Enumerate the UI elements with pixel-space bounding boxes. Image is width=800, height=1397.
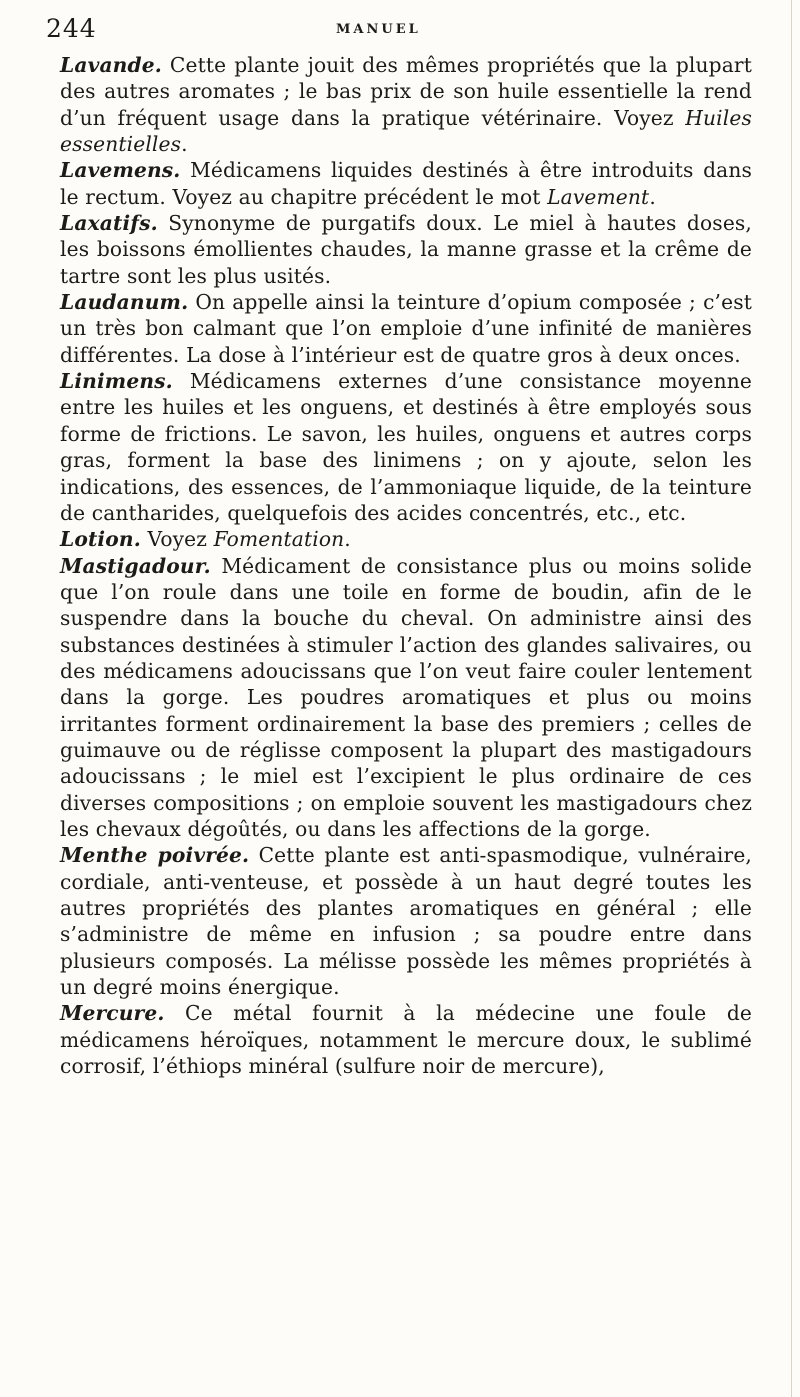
entry-term: Lavande.: [60, 53, 162, 77]
entry-tail: .: [649, 184, 656, 209]
page-edge-line: [791, 0, 792, 1397]
entry-text: Médicamens externes d’une consistance moyenne entre les huiles et les onguens, et destinés à être employés sous forme de frictions. Le savon, les huiles, onguens et autres corps gras, forment la base des linimens ; on y ajoute, selon les indications, des essences, de l’ammoniaque liquide, de la teinture de cantharides, quelquefois des acides concentrés, etc., etc.: [60, 369, 752, 525]
entry-term: Linimens.: [60, 369, 173, 394]
entry-term: Lavemens.: [60, 158, 181, 183]
running-title: MANUEL: [336, 22, 421, 37]
entry-text: Cette plante jouit des mêmes propriétés que la plupart des autres aromates ; le bas prix de son huile essentielle la rend d’un fréquent usage dans la pratique vétérinaire. Voyez: [60, 53, 752, 130]
page-number: 244: [46, 14, 97, 43]
dictionary-text: [60, 52, 752, 1079]
entry-text: Médicament de consistance plus ou moins solide que l’on roule dans une toile en forme de boudin, afin de le suspendre dans la bouche du cheval. On administre ainsi des substances destinées à stimuler l’action des glandes salivaires, ou des médicamens adoucissans que l’on veut faire couler lentement dans la gorge. Les poudres aromatiques et plus ou moins irritantes forment ordinairement la base des premiers ; celles de guimauve ou de réglisse composent la plupart des mastigadours adoucissans ; le miel est l’excipient le plus ordinaire de ces diverses compositions ; on emploie souvent les mastigadours chez les chevaux dégoûtés, ou dans les affections de la gorge.: [60, 553, 752, 841]
entry-text: Ce métal fournit à la médecine une foule de médicamens héroïques, notamment le mercure doux, le sublimé corrosif, l’éthiops minéral (sulfure noir de mercure),: [60, 1001, 752, 1079]
entry-term: Lotion.: [60, 527, 141, 552]
entry-lavemens: [60, 157, 752, 210]
entry-term: Mercure.: [60, 1001, 165, 1026]
entry-tail: .: [344, 527, 351, 552]
entry-text: Synonyme de purgatifs doux. Le miel à hautes doses, les boissons émollientes chaudes, la manne grasse et la crême de tartre sont les plus usités.: [60, 211, 752, 288]
entry-lotion: [60, 526, 752, 552]
entry-reference: Huiles essentielles: [60, 105, 752, 157]
entry-text: Médicamens liquides destinés à être introduits dans le rectum. Voyez au chapitre précédent le mot: [60, 158, 752, 209]
entry-laudanum: [60, 289, 752, 368]
entry-reference: Lavement: [547, 184, 650, 209]
entry-text: On appelle ainsi la teinture d’opium composée ; c’est un très bon calmant que l’on emploie d’une infinité de manières différentes. La dose à l’intérieur est de quatre gros à deux onces.: [60, 290, 752, 367]
entry-term: Laudanum.: [60, 290, 189, 315]
entry-reference: Fomentation: [213, 527, 345, 552]
entry-term: Mastigadour.: [60, 553, 211, 578]
entry-term: Menthe poivrée.: [60, 843, 250, 868]
entry-mercure: [60, 1000, 752, 1079]
entry-text: Cette plante est anti-spasmodique, vulnéraire, cordiale, anti-venteuse, et possède à un haut degré toutes les autres propriétés des plantes aromatiques en général ; elle s’administre de même en infusion ; sa poudre entre dans plusieurs composés. La mélisse possède les mêmes propriétés à un degré moins énergique.: [60, 843, 752, 1000]
entry-lavande: [60, 52, 752, 157]
entry-linimens: [60, 368, 752, 526]
entry-text: Voyez: [140, 527, 214, 552]
entry-mastigadour: [60, 553, 752, 843]
entry-term: Laxatifs.: [60, 211, 158, 236]
page-header: [46, 14, 746, 46]
entry-menthe-poivree: [60, 842, 752, 1000]
entry-laxatifs: [60, 210, 752, 289]
entry-tail: .: [181, 132, 188, 157]
